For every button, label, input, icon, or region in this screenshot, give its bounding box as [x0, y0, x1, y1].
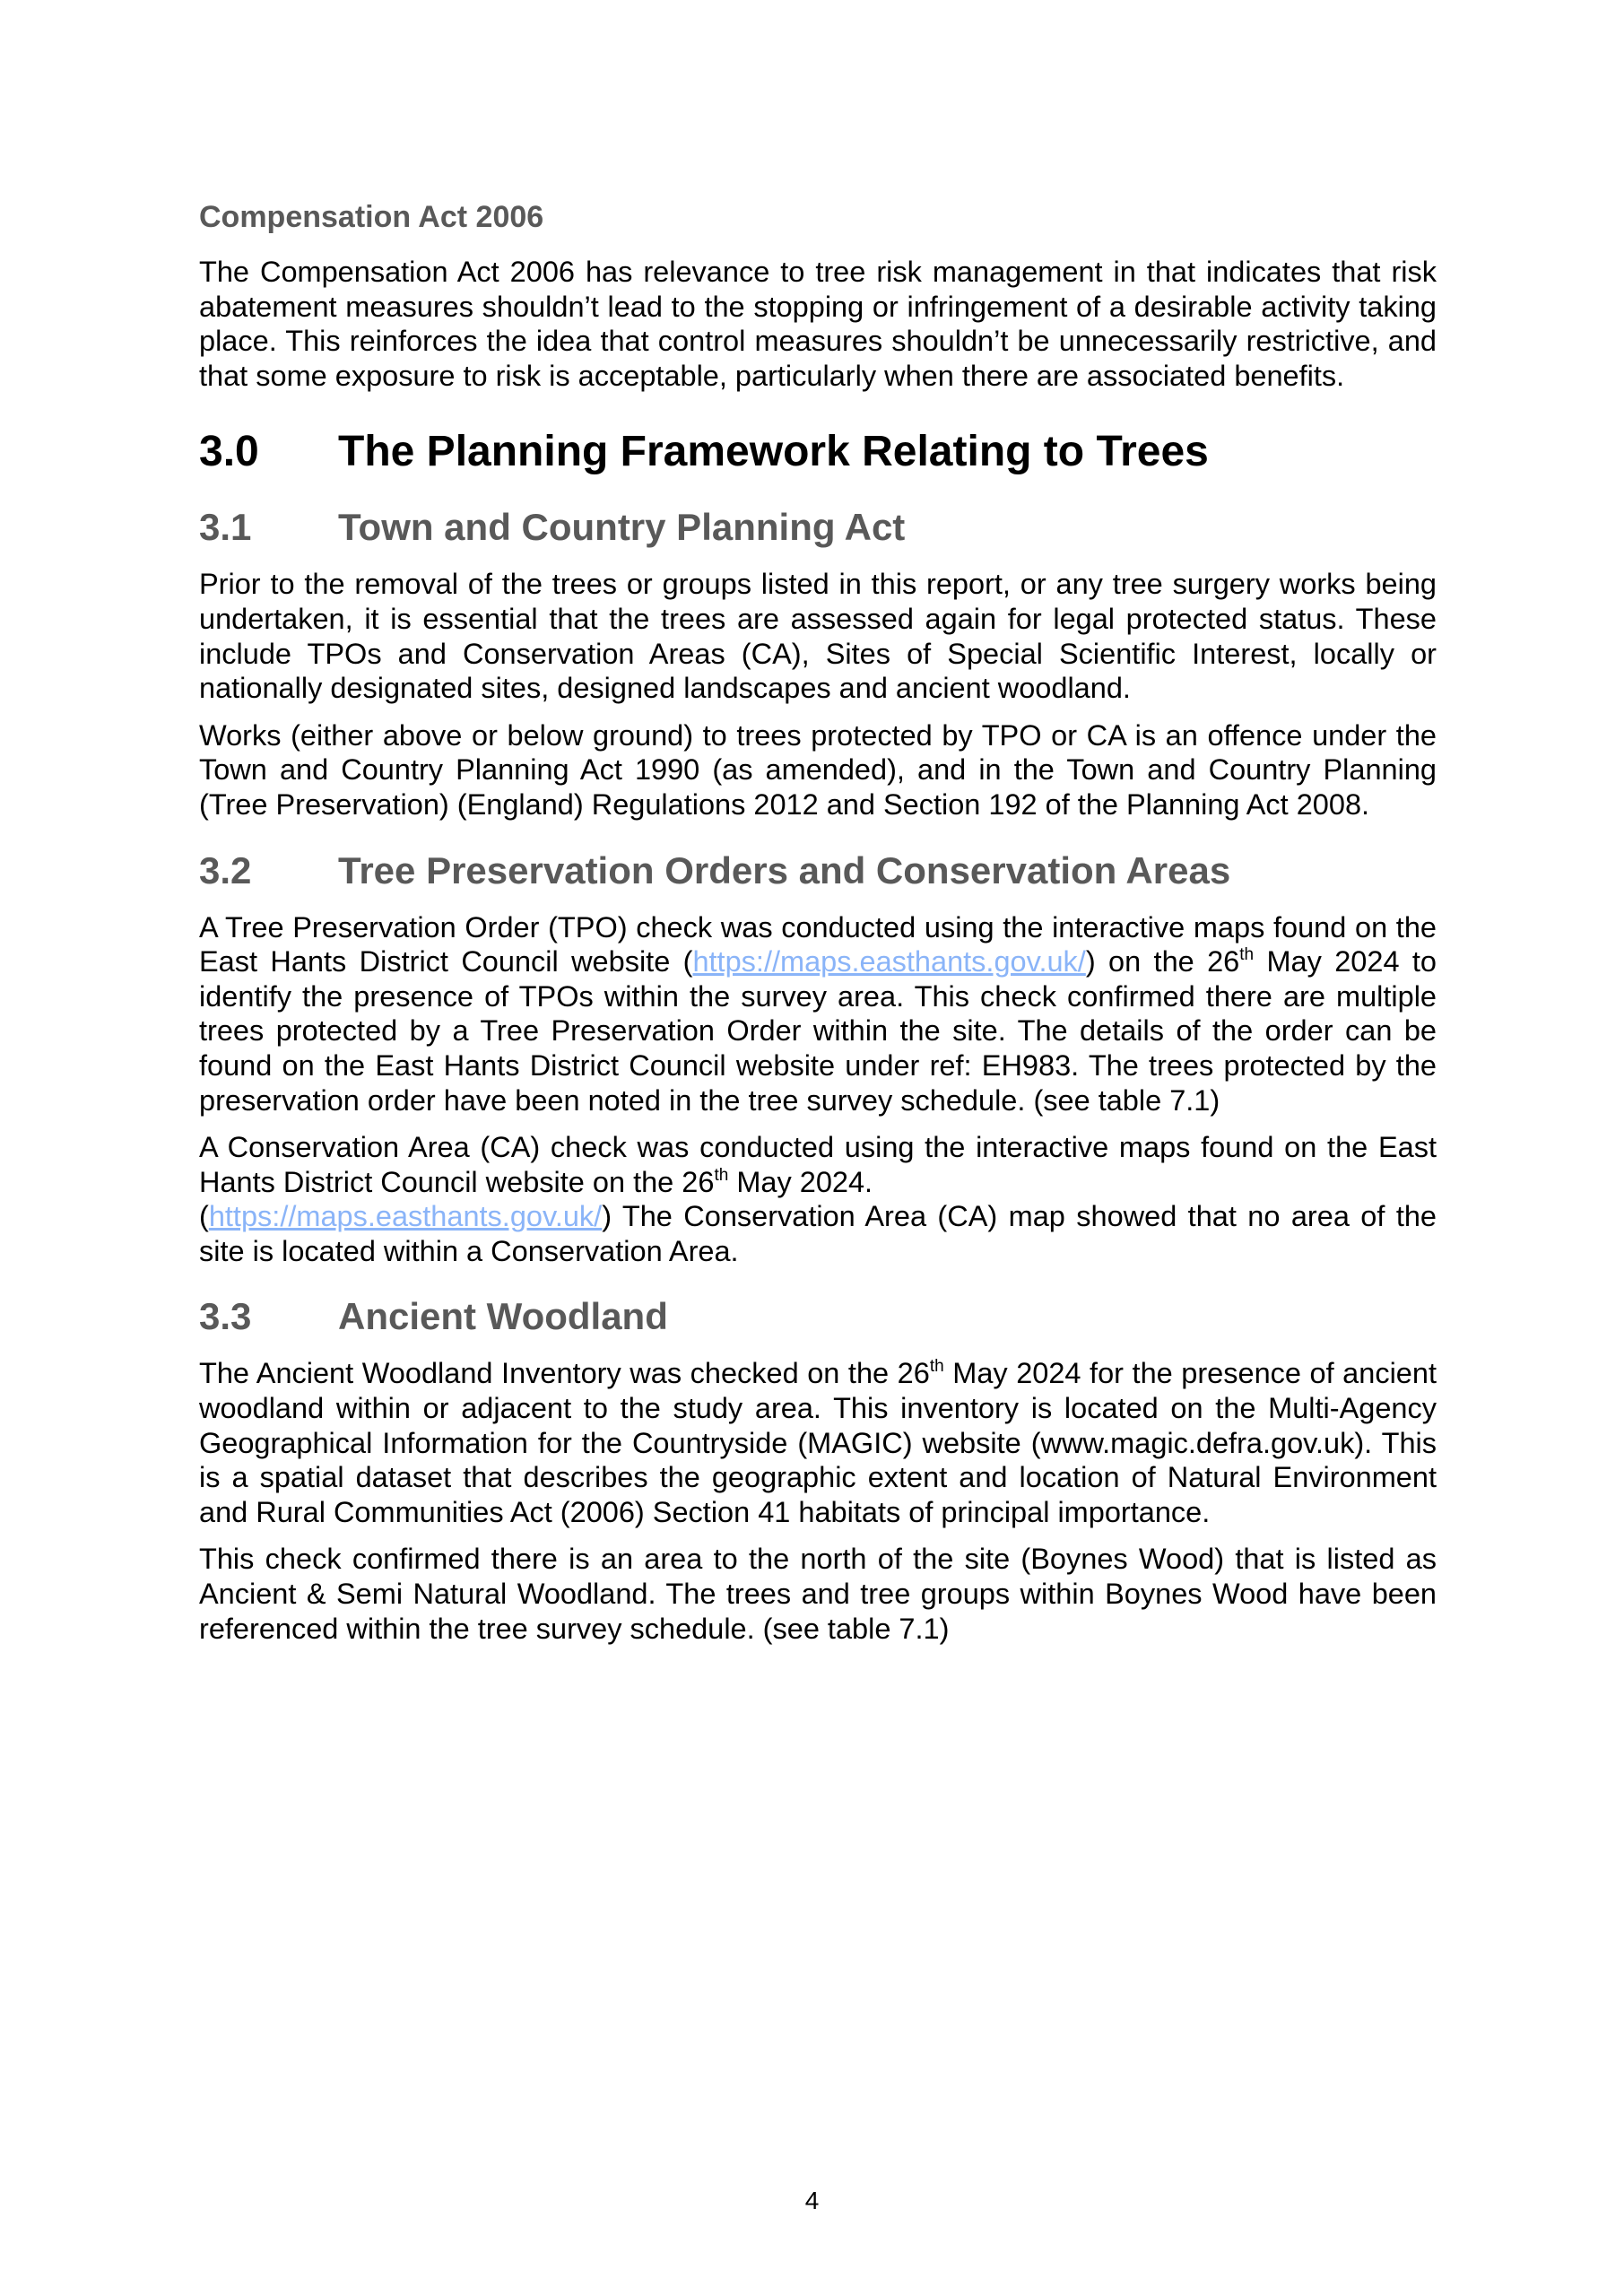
section-heading-3-3: [199, 1293, 1437, 1340]
text-run: ) The Conservation Area (CA) map showed that no area of the site is located within a Conservation Area.: [199, 1200, 1437, 1267]
paragraph-3-1-b: Works (either above or below ground) to trees protected by TPO or CA is an offence under the Town and Country Planning Act 1990 (as amended), and in the Town and Country Planning (Tree Preservation) (England) Regulations 2012 and Section 192 of the Planning Act 2008.: [199, 718, 1437, 821]
easthants-maps-link[interactable]: https://maps.easthants.gov.uk/: [208, 1200, 603, 1233]
paragraph-compensation-act: The Compensation Act 2006 has relevance to tree risk management in that indicates that risk abatement measures shouldn’t lead to the stopping or infringement of a desirable activity taking place. This reinforces the idea that control measures shouldn’t be unnecessarily restrictive, and that some exposure to risk is acceptable, particularly when there are associated benefits.: [199, 256, 1437, 392]
chapter-title: The Planning Framework Relating to Trees: [338, 428, 1209, 476]
ordinal-suffix: th: [714, 1165, 729, 1185]
paragraph-3-2-a: [199, 910, 1437, 1118]
paragraph-3-2-b: [199, 1130, 1437, 1268]
section-title: Tree Preservation Orders and Conservation Areas: [338, 848, 1231, 891]
paragraph-3-3-b: This check confirmed there is an area to the north of the site (Boynes Wood) that is listed as Ancient & Semi Natural Woodland. The trees and tree groups within Boynes Wood have been referenced within the tree survey schedule. (see table 7.1): [199, 1543, 1437, 1645]
page-number: 4: [804, 2187, 820, 2214]
text-run: The Ancient Woodland Inventory was checked on the 26: [199, 1357, 930, 1390]
section-heading-3-1: [199, 504, 1437, 551]
text-run: A Conservation Area (CA) check was conducted using the interactive maps found on the East Hants District Council website on the 26: [199, 1131, 1437, 1198]
paragraph-3-1-a: Prior to the removal of the trees or groups listed in this report, or any tree surgery works being undertaken, it is essential that the trees are assessed again for legal protected status. These include TPOs and Conservation Areas (CA), Sites of Special Scientific Interest, locally or nationally designated sites, designed landscapes and ancient woodland.: [199, 568, 1437, 705]
section-number: 3.3: [199, 1295, 252, 1338]
text-run: A Tree Preservation Order (TPO) check was conducted using the interactive maps found on the East Hants District Council website (: [199, 910, 1437, 978]
page-content: [199, 197, 1437, 1658]
paragraph-3-3-a: [199, 1356, 1437, 1529]
ordinal-suffix: th: [1239, 945, 1255, 965]
chapter-number: 3.0: [199, 428, 259, 476]
text-run: ) on the 26: [1085, 945, 1240, 978]
easthants-maps-link[interactable]: https://maps.easthants.gov.uk/: [692, 945, 1086, 978]
section-title: Town and Country Planning Act: [338, 506, 906, 549]
chapter-heading: [199, 425, 1437, 479]
text-run: May 2024.: [728, 1165, 873, 1198]
text-run: (: [199, 1200, 209, 1233]
section-title: Ancient Woodland: [338, 1295, 668, 1338]
text-run: May 2024 for the presence of ancient woodland within or adjacent to the study area. This inventory is located on the Multi-Agency Geographical Information for the Countryside (MAGIC) website (www.magic.defra.gov.uk). This is a spatial dataset that describes the geographic extent and location of Natural Environment and Rural Communities Act (2006) Section 41 habitats of principal importance.: [199, 1357, 1437, 1528]
ordinal-suffix: th: [929, 1357, 944, 1377]
section-number: 3.1: [199, 506, 252, 549]
section-heading-compensation-act: Compensation Act 2006: [199, 200, 544, 234]
section-number: 3.2: [199, 848, 252, 891]
section-heading-3-2: [199, 848, 1437, 894]
text-run: May 2024 to identify the presence of TPOs within the survey area. This check confirmed there are multiple trees protected by a Tree Preservation Order within the site. The details of the order can be found on the East Hants District Council website under ref: EH983. The trees protected by the preservation order have been noted in the tree survey schedule. (see table 7.1): [199, 945, 1437, 1117]
